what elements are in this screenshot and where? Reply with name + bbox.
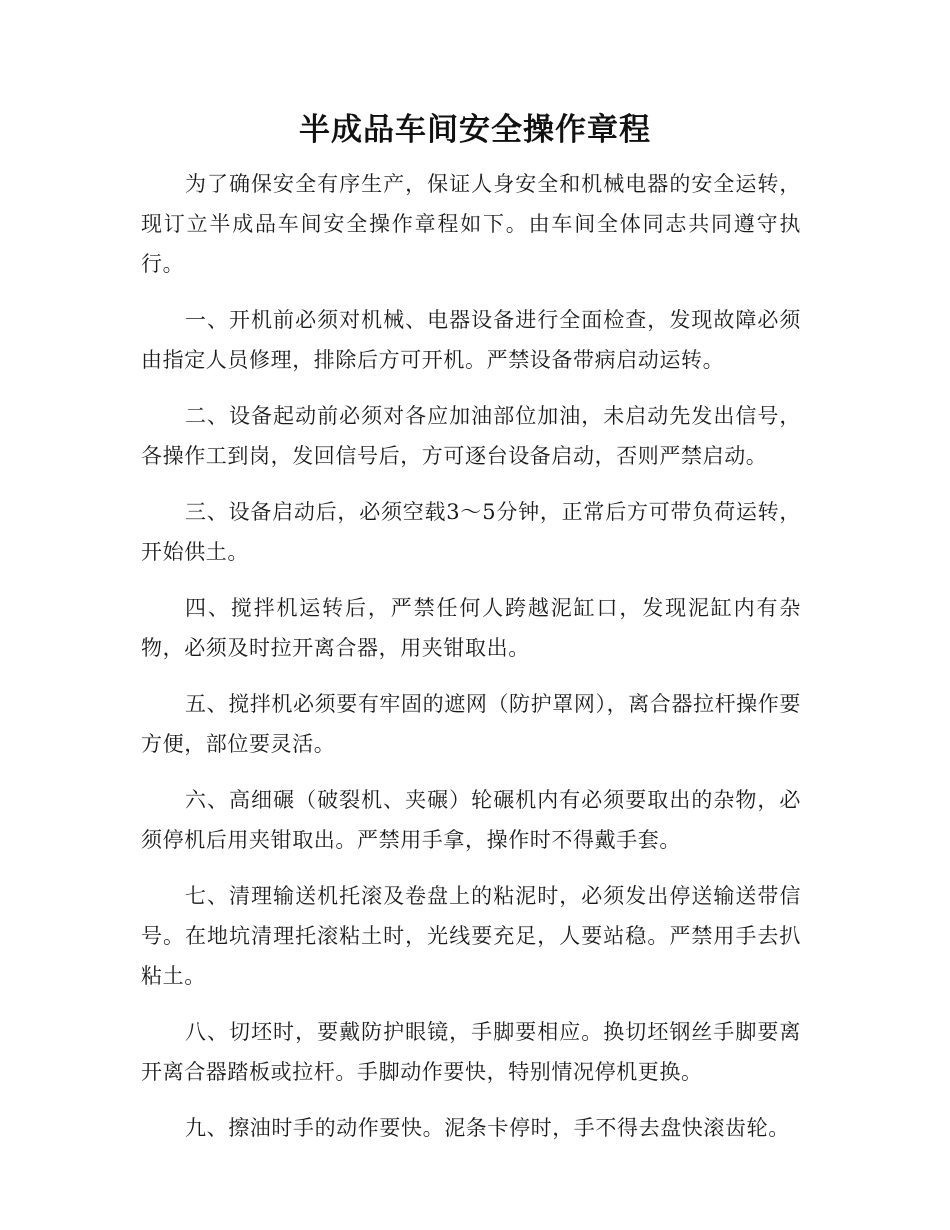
paragraph-rule-7: 七、清理输送机托滚及卷盘上的粘泥时，必须发出停送输送带信号。在地坑清理托滚粘土时，光线要充足，人要站稳。严禁用手去扒粘土。 [141, 884, 801, 988]
document-title: 半成品车间安全操作章程 [299, 112, 651, 148]
paragraph-rule-8: 八、切坯时，要戴防护眼镜，手脚要相应。换切坯钢丝手脚要离开离合器踏板或拉杆。手脚动作要快，特别情况停机更换。 [141, 1020, 801, 1084]
paragraph-rule-3: 三、设备启动后，必须空载3～5分钟，正常后方可带负荷运转，开始供土。 [141, 500, 801, 564]
paragraph-rule-4: 四、搅拌机运转后，严禁任何人跨越泥缸口，发现泥缸内有杂物，必须及时拉开离合器，用夹钳取出。 [141, 596, 801, 660]
paragraph-rule-5: 五、搅拌机必须要有牢固的遮网（防护罩网），离合器拉杆操作要方便，部位要灵活。 [141, 692, 801, 756]
paragraph-rule-9: 九、擦油时手的动作要快。泥条卡停时，手不得去盘快滚齿轮。 [185, 1116, 790, 1140]
document-body [141, 164, 801, 1164]
paragraph-rule-6: 六、高细碾（破裂机、夹碾）轮碾机内有必须要取出的杂物，必须停机后用夹钳取出。严禁用手拿，操作时不得戴手套。 [141, 788, 801, 852]
paragraph-rule-1: 一、开机前必须对机械、电器设备进行全面检查，发现故障必须由指定人员修理，排除后方可开机。严禁设备带病启动运转。 [141, 308, 801, 372]
paragraph-rule-2: 二、设备起动前必须对各应加油部位加油，未启动先发出信号，各操作工到岗，发回信号后，方可逐台设备启动，否则严禁启动。 [141, 404, 801, 468]
paragraph-intro: 为了确保安全有序生产，保证人身安全和机械电器的安全运转，现订立半成品车间安全操作章程如下。由车间全体同志共同遵守执行。 [141, 172, 801, 276]
